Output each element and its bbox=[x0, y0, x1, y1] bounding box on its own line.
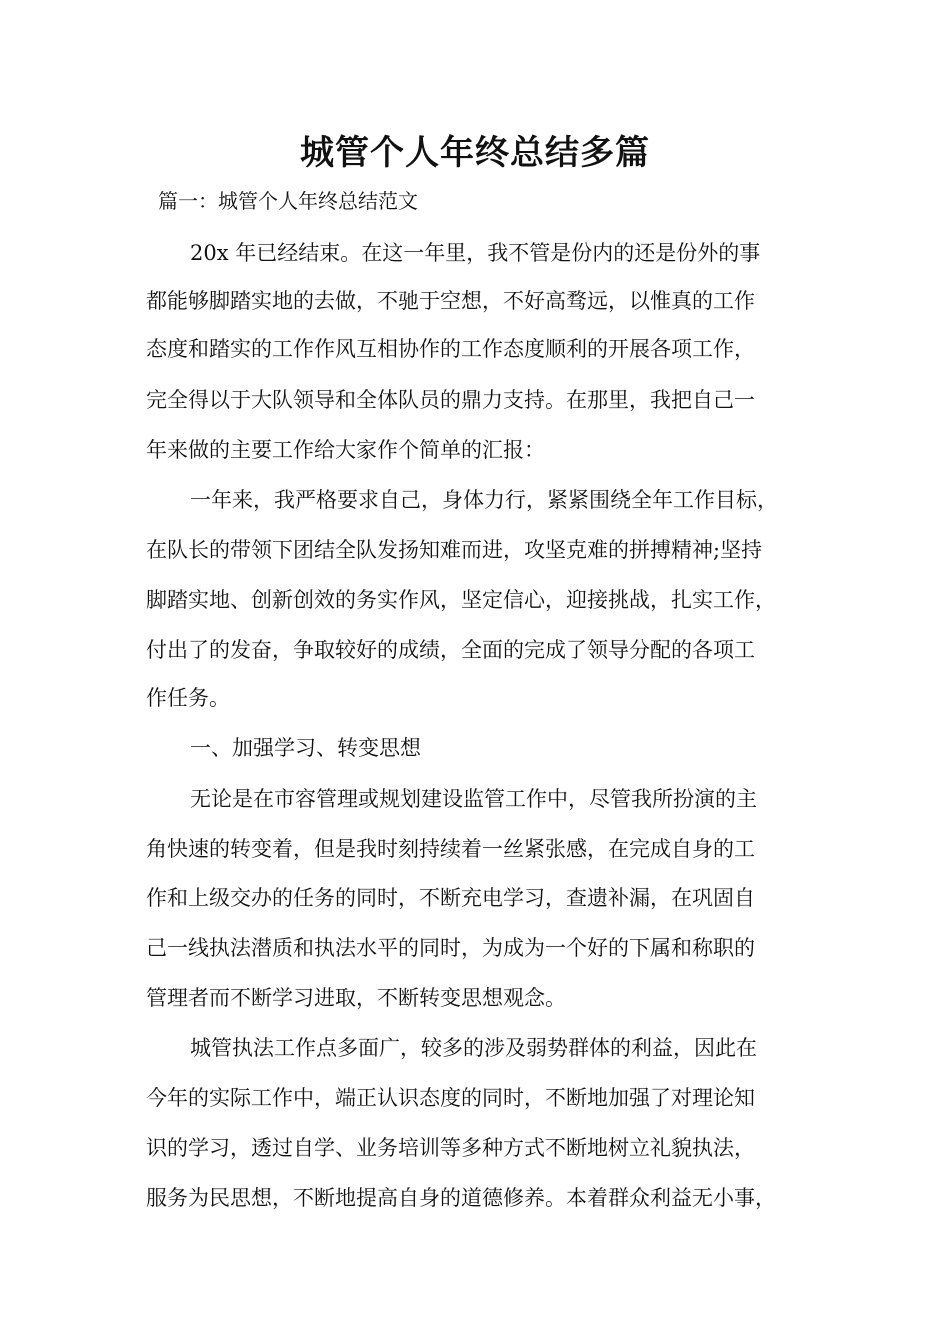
body-line: 作任务。 bbox=[146, 686, 230, 710]
body-line: 服务为民思想，不断地提高自身的道德修养。本着群众利益无小事， bbox=[146, 1186, 776, 1210]
body-line: 作和上级交办的任务的同时，不断充电学习，查遗补漏，在巩固自 bbox=[146, 886, 755, 910]
body-line: 都能够脚踏实地的去做，不驰于空想，不好高骛远，以惟真的工作 bbox=[146, 289, 755, 313]
body-line: 付出了的发奋，争取较好的成绩，全面的完成了领导分配的各项工 bbox=[146, 638, 755, 662]
document-title: 城管个人年终总结多篇 bbox=[300, 133, 650, 173]
body-line: 角快速的转变着，但是我时刻持续着一丝紧张感，在完成自身的工 bbox=[146, 837, 755, 861]
body-line: 在队长的带领下团结全队发扬知难而进，攻坚克难的拼搏精神;坚持 bbox=[146, 538, 763, 562]
body-line: 脚踏实地、创新创效的务实作风，坚定信心，迎接挑战，扎实工作， bbox=[146, 588, 776, 612]
body-line: 今年的实际工作中，端正认识态度的同时，不断地加强了对理论知 bbox=[146, 1086, 755, 1110]
body-line: 管理者而不断学习进取，不断转变思想观念。 bbox=[146, 986, 566, 1010]
body-line: 无论是在市容管理或规划建设监管工作中，尽管我所扮演的主 bbox=[190, 787, 757, 811]
body-line: 一年来，我严格要求自己，身体力行，紧紧围绕全年工作目标， bbox=[190, 488, 778, 512]
body-line: 完全得以于大队领导和全体队员的鼎力支持。在那里，我把自己一 bbox=[146, 388, 755, 412]
body-line: 态度和踏实的工作作风互相协作的工作态度顺利的开展各项工作， bbox=[146, 337, 755, 361]
section-subtitle: 篇一：城管个人年终总结范文 bbox=[158, 189, 418, 213]
body-line: 年来做的主要工作给大家作个简单的汇报： bbox=[146, 438, 545, 462]
body-line: 20x 年已经结束。在这一年里，我不管是份内的还是份外的事 bbox=[190, 241, 761, 265]
body-line: 城管执法工作点多面广，较多的涉及弱势群体的利益，因此在 bbox=[190, 1036, 757, 1060]
body-line: 识的学习，透过自学、业务培训等多种方式不断地树立礼貌执法， bbox=[146, 1136, 755, 1160]
body-line: 己一线执法潜质和执法水平的同时，为成为一个好的下属和称职的 bbox=[146, 936, 755, 960]
section-heading: 一、加强学习、转变思想 bbox=[190, 736, 421, 760]
